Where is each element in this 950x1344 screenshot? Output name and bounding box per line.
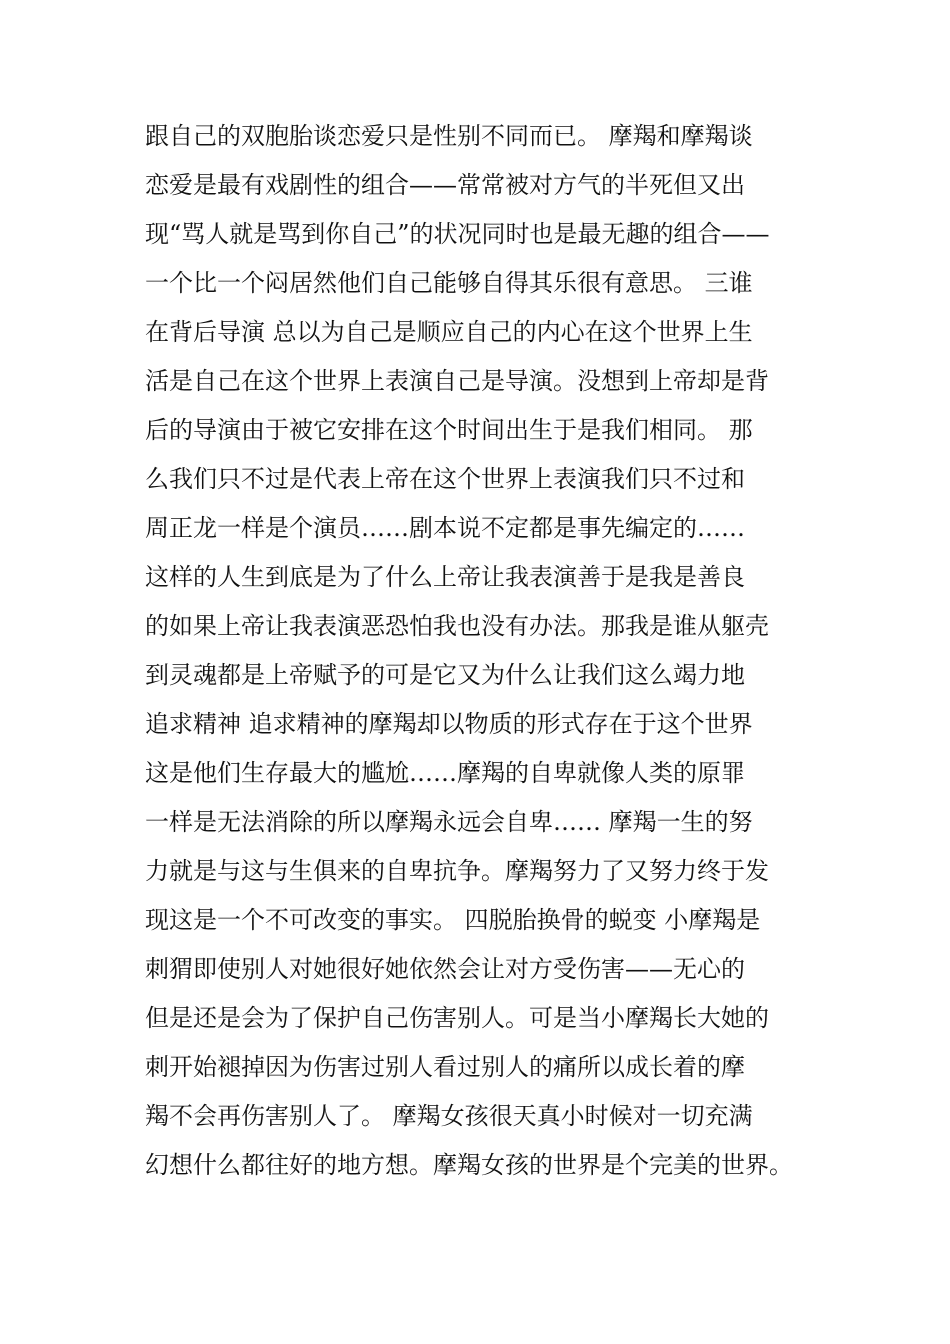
text-line: 恋爱是最有戏剧性的组合——常常被对方气的半死但又出 <box>145 171 745 199</box>
text-line: 现这是一个不可改变的事实。 四脱胎换骨的蜕变 小摩羯是 <box>145 906 761 934</box>
text-line: 这样的人生到底是为了什么上帝让我表演善于是我是善良 <box>145 563 745 591</box>
text-line: 一样是无法消除的所以摩羯永远会自卑…… 摩羯一生的努 <box>145 808 753 836</box>
text-line: 刺猬即使别人对她很好她依然会让对方受伤害——无心的 <box>145 955 745 983</box>
text-line: 现“骂人就是骂到你自己”的状况同时也是最无趣的组合—— <box>145 220 770 248</box>
text-line: 羯不会再伤害别人了。 摩羯女孩很天真小时候对一切充满 <box>145 1102 753 1130</box>
text-line: 力就是与这与生俱来的自卑抗争。摩羯努力了又努力终于发 <box>145 857 769 885</box>
body-text <box>145 112 835 1190</box>
text-line: 么我们只不过是代表上帝在这个世界上表演我们只不过和 <box>145 465 745 493</box>
text-line: 后的导演由于被它安排在这个时间出生于是我们相同。 那 <box>145 416 753 444</box>
text-line: 追求精神 追求精神的摩羯却以物质的形式存在于这个世界 <box>145 710 753 738</box>
text-line: 到灵魂都是上帝赋予的可是它又为什么让我们这么竭力地 <box>145 661 745 689</box>
text-line: 幻想什么都往好的地方想。摩羯女孩的世界是个完美的世界。 <box>145 1151 793 1179</box>
text-line: 周正龙一样是个演员……剧本说不定都是事先编定的…… <box>145 514 745 542</box>
text-line: 活是自己在这个世界上表演自己是导演。没想到上帝却是背 <box>145 367 769 395</box>
text-line: 刺开始褪掉因为伤害过别人看过别人的痛所以成长着的摩 <box>145 1053 745 1081</box>
text-line: 的如果上帝让我表演恶恐怕我也没有办法。那我是谁从躯壳 <box>145 612 769 640</box>
text-line: 但是还是会为了保护自己伤害别人。可是当小摩羯长大她的 <box>145 1004 769 1032</box>
text-line: 在背后导演 总以为自己是顺应自己的内心在这个世界上生 <box>145 318 753 346</box>
text-line: 一个比一个闷居然他们自己能够自得其乐很有意思。 三谁 <box>145 269 753 297</box>
text-line: 这是他们生存最大的尴尬……摩羯的自卑就像人类的原罪 <box>145 759 745 787</box>
text-line: 跟自己的双胞胎谈恋爱只是性别不同而已。 摩羯和摩羯谈 <box>145 122 753 150</box>
